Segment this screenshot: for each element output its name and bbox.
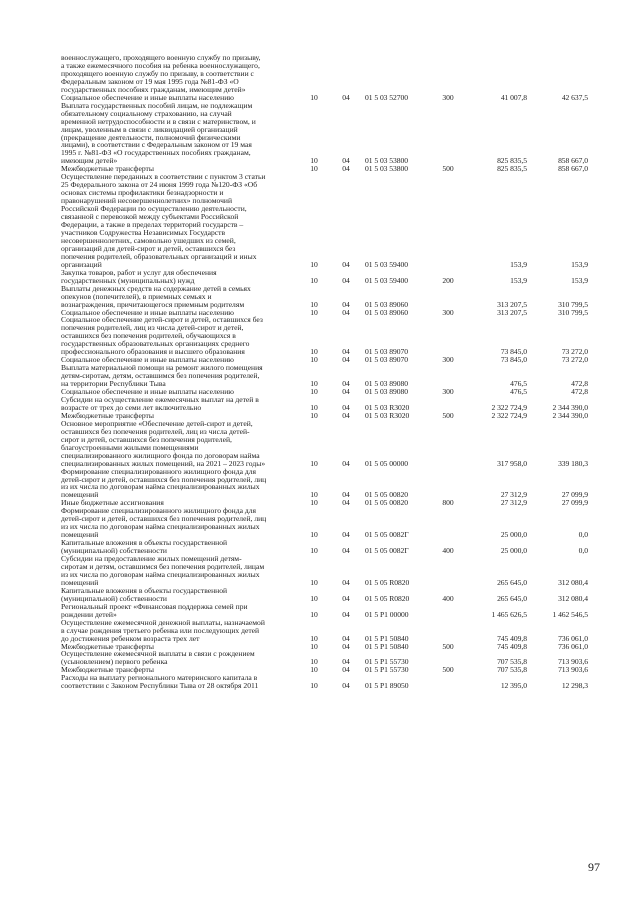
description-line: детей-сирот и детей, оставшихся без попечения родителей, лиц [61,474,267,484]
row-description [61,603,293,619]
target-article-code: 01 5 P1 50840 [365,641,409,651]
description-line: Капитальные вложения в объекты государственной [61,585,228,595]
description-line: Региональный проект «Финансовая поддержка семей при [61,601,248,611]
table-row [0,603,639,619]
subsection-code: 04 [342,458,350,468]
expense-type-code: 300 [442,92,454,102]
amount-year-1: 2 322 724,9 [491,410,527,420]
section-code: 10 [310,379,318,389]
description-line: 25 Федерального закона от 24 июня 1999 года №120-ФЗ «Об [61,180,258,190]
target-article-code: 01 5 03 52700 [365,92,409,102]
subsection-code: 04 [342,347,350,357]
target-article-code: 01 5 03 59400 [365,275,409,285]
subsection-code: 04 [342,164,350,174]
description-line: Расходы на выплату регионального материнского капитала в [61,673,258,683]
description-line: основах системы профилактики безнадзорности и [61,188,224,198]
table-row [0,54,639,94]
amount-year-1: 12 395,0 [500,681,527,691]
amount-year-2: 472,8 [571,387,588,397]
amount-year-2: 27 099,9 [561,498,588,508]
target-article-code: 01 5 05 00820 [365,498,409,508]
subsection-code: 04 [342,490,350,500]
description-line: попечения родителей, образовательных организаций и иных [61,251,257,261]
description-line: Субсидии на осуществление ежемесячных выплат на детей в [61,394,259,404]
expense-type-code: 800 [442,498,454,508]
description-line: участников Содружества Независимых Государств [61,227,226,237]
target-article-code: 01 5 05 R0820 [365,593,410,603]
subsection-code: 04 [342,156,350,166]
description-line: государственных пособиях гражданам, имеющим детей» [61,84,246,94]
table-row [0,102,639,166]
description-line: Выплата государственных пособий лицам, не подлежащим [61,100,253,110]
section-code: 10 [310,92,318,102]
amount-year-1: 25 000,0 [500,546,527,556]
table-row [0,269,639,285]
description-line: Осуществление ежемесячной денежной выплаты, назначаемой [61,617,265,627]
description-line: из их числа по договорам найма специализированных жилых [61,482,260,492]
description-line: Выплаты денежных средств на содержание детей в семьях [61,283,251,293]
expense-type-code: 400 [442,593,454,603]
description-line: профессионального образования и высшего образования [61,347,245,357]
table-row [0,619,639,643]
row-description [61,364,293,388]
amount-year-1: 153,9 [510,259,527,269]
amount-year-2: 73 272,0 [561,355,588,365]
section-code: 10 [310,402,318,412]
description-line: государственных образовательных организациях среднего [61,339,250,349]
amount-year-1: 825 835,5 [497,164,527,174]
description-line: попечения родителей, лиц из числа детей-сирот и детей, [61,323,244,333]
description-line: специализированных жилых помещений, на 2021 – 2023 годы» [61,458,266,468]
amount-year-1: 745 409,8 [497,641,527,651]
subsection-code: 04 [342,530,350,540]
amount-year-2: 858 667,0 [558,156,588,166]
amount-year-2: 310 799,5 [558,299,588,309]
amount-year-2: 2 344 390,0 [552,410,588,420]
section-code: 10 [310,641,318,651]
subsection-code: 04 [342,546,350,556]
table-row [0,396,639,412]
section-code: 10 [310,593,318,603]
description-line: Капитальные вложения в объекты государственной [61,538,228,548]
target-article-code: 01 5 03 89070 [365,347,409,357]
amount-year-1: 265 645,0 [497,577,527,587]
target-article-code: 01 5 05 0082Г [365,530,409,540]
section-code: 10 [310,530,318,540]
row-description [61,555,293,587]
amount-year-1: 476,5 [510,387,527,397]
description-line: Межбюджетные трансферты [61,410,154,420]
description-line: лицами), в соответствии с Федеральным законом от 19 мая [61,140,252,150]
amount-year-1: 707 535,8 [497,665,527,675]
table-row [0,539,639,555]
section-code: 10 [310,410,318,420]
table-row [0,587,639,603]
subsection-code: 04 [342,355,350,365]
description-line: лицам, уволенным в связи с ликвидацией организаций [61,124,238,134]
section-code: 10 [310,259,318,269]
amount-year-2: 312 080,4 [558,577,588,587]
target-article-code: 01 5 P1 55730 [365,665,409,675]
amount-year-2: 153,9 [571,275,588,285]
subsection-code: 04 [342,307,350,317]
amount-year-1: 153,9 [510,275,527,285]
description-line: детям-сиротам, детям, оставшимся без попечения родителей, [61,371,260,381]
amount-year-2: 0,0 [578,530,588,540]
subsection-code: 04 [342,665,350,675]
subsection-code: 04 [342,641,350,651]
section-code: 10 [310,164,318,174]
description-line: Социальное обеспечение и иные выплаты населению [61,355,234,365]
budget-table [0,54,639,690]
expense-type-code: 300 [442,307,454,317]
amount-year-2: 1 462 546,5 [552,609,588,619]
description-line: связанной с перевозкой между субъектами Российской [61,212,239,222]
description-line: помещений [61,490,99,500]
description-line: проходящего военную службу по призыву, в соответствии с [61,68,254,78]
expense-type-code: 500 [442,410,454,420]
description-line: опекунов (попечителей), в приемных семьях и [61,291,212,301]
subsection-code: 04 [342,259,350,269]
table-row [0,316,639,356]
table-row [0,468,639,500]
amount-year-2: 310 799,5 [558,307,588,317]
subsection-code: 04 [342,593,350,603]
description-line: из их числа по договорам найма специализированных жилых [61,522,260,532]
subsection-code: 04 [342,275,350,285]
subsection-code: 04 [342,299,350,309]
description-line: соответствии с Законом Республики Тыва от 28 октября 2011 [61,681,259,691]
amount-year-1: 313 207,5 [497,299,527,309]
table-row [0,420,639,468]
description-line: временной нетрудоспособности и в связи с материнством, и [61,116,256,126]
amount-year-1: 27 312,9 [500,498,527,508]
section-code: 10 [310,546,318,556]
section-code: 10 [310,657,318,667]
amount-year-2: 736 061,0 [558,641,588,651]
target-article-code: 01 5 05 00820 [365,490,409,500]
description-line: оставшихся без попечения родителей, лиц из числа детей- [61,426,250,436]
subsection-code: 04 [342,410,350,420]
amount-year-2: 73 272,0 [561,347,588,357]
description-line: из их числа по договорам найма специализированных жилых [61,569,260,579]
target-article-code: 01 5 03 53800 [365,164,409,174]
section-code: 10 [310,355,318,365]
target-article-code: 01 5 05 R0820 [365,577,410,587]
amount-year-1: 265 645,0 [497,593,527,603]
description-line: Социальное обеспечение и иные выплаты населению [61,92,234,102]
amount-year-1: 745 409,8 [497,633,527,643]
table-row [0,285,639,309]
description-line: оставшихся без попечения родителей, обучающихся в [61,331,236,341]
section-code: 10 [310,387,318,397]
target-article-code: 01 5 P1 50840 [365,633,409,643]
description-line: Формирование специализированного жилищного фонда для [61,466,257,476]
page-number: 97 [588,860,600,874]
amount-year-1: 25 000,0 [500,530,527,540]
target-article-code: 01 5 05 0082Г [365,546,409,556]
description-line: 1995 г. №81-ФЗ «О государственных пособиях гражданам, [61,148,251,158]
amount-year-1: 476,5 [510,379,527,389]
section-code: 10 [310,577,318,587]
description-line: (муниципальной) собственности [61,546,167,556]
table-row [0,173,639,268]
expense-type-code: 200 [442,275,454,285]
section-code: 10 [310,458,318,468]
description-line: до достижения ребенком возраста трех лет [61,633,200,643]
description-line: имеющим детей» [61,156,118,166]
amount-year-1: 73 845,0 [500,347,527,357]
amount-year-2: 0,0 [578,546,588,556]
description-line: на территории Республики Тыва [61,379,166,389]
description-line: (усыновлением) первого ребенка [61,657,168,667]
section-code: 10 [310,490,318,500]
description-line: Социальное обеспечение и иные выплаты населению [61,307,234,317]
amount-year-2: 858 667,0 [558,164,588,174]
expense-type-code: 500 [442,641,454,651]
target-article-code: 01 5 03 53800 [365,156,409,166]
target-article-code: 01 5 03 89060 [365,299,409,309]
row-description [61,619,293,643]
section-code: 10 [310,347,318,357]
row-description [61,539,293,555]
subsection-code: 04 [342,92,350,102]
target-article-code: 01 5 P1 89050 [365,681,409,691]
section-code: 10 [310,681,318,691]
expense-type-code: 300 [442,355,454,365]
description-line: Межбюджетные трансферты [61,641,154,651]
section-code: 10 [310,299,318,309]
description-line: Социальное обеспечение детей-сирот и детей, оставшихся без [61,315,263,325]
description-line: в случае рождения третьего ребенка или последующих детей [61,625,260,635]
expense-type-code: 400 [442,546,454,556]
description-line: вознаграждения, причитающегося приемным родителям [61,299,245,309]
subsection-code: 04 [342,657,350,667]
table-row [0,674,639,690]
amount-year-1: 27 312,9 [500,490,527,500]
section-code: 10 [310,156,318,166]
subsection-code: 04 [342,498,350,508]
description-line: помещений [61,577,99,587]
target-article-code: 01 5 03 R3020 [365,402,410,412]
description-line: несовершеннолетних, самовольно ушедших из семей, [61,235,236,245]
description-line: Федеральным законом от 19 мая 1995 года №81-ФЗ «О [61,76,239,86]
section-code: 10 [310,275,318,285]
amount-year-2: 472,8 [571,379,588,389]
amount-year-1: 1 465 626,5 [491,609,527,619]
row-description [61,650,293,666]
target-article-code: 01 5 P1 00000 [365,609,409,619]
section-code: 10 [310,633,318,643]
amount-year-1: 73 845,0 [500,355,527,365]
target-article-code: 01 5 03 89070 [365,355,409,365]
section-code: 10 [310,665,318,675]
table-row [0,555,639,587]
amount-year-2: 736 061,0 [558,633,588,643]
row-description [61,54,293,94]
description-line: Осуществление ежемесячной выплаты в связи с рождением [61,649,255,659]
subsection-code: 04 [342,402,350,412]
description-line: Закупка товаров, работ и услуг для обеспечения [61,267,217,277]
section-code: 10 [310,609,318,619]
table-row [0,364,639,388]
description-line: Социальное обеспечение и иные выплаты населению [61,387,234,397]
description-line: государственных (муниципальных) нужд [61,275,195,285]
row-description [61,269,293,285]
description-line: сиротам и детям, оставшимся без попечения родителей, лицам [61,562,265,571]
description-line: помещений [61,530,99,540]
table-row [0,650,639,666]
target-article-code: 01 5 03 59400 [365,259,409,269]
row-description [61,316,293,356]
description-line: Осуществление переданных в соответствии с пунктом 3 статьи [61,172,266,182]
description-line: Иные бюджетные ассигнования [61,498,164,508]
description-line: Выплата материальной помощи на ремонт жилого помещения [61,363,263,373]
description-line: Основное мероприятие «Обеспечение детей-сирот и детей, [61,418,253,428]
subsection-code: 04 [342,681,350,691]
target-article-code: 01 5 03 89060 [365,307,409,317]
table-row [0,507,639,539]
description-line: специализированного жилищного фонда по договорам найма [61,450,260,460]
target-article-code: 01 5 P1 55730 [365,657,409,667]
description-line: Российской Федерации по осуществлению деятельности, [61,204,247,214]
description-line: Субсидии на предоставление жилых помещений детям- [61,554,242,564]
section-code: 10 [310,498,318,508]
amount-year-2: 713 903,6 [558,665,588,675]
target-article-code: 01 5 03 89080 [365,379,409,389]
description-line: возрасте от трех до семи лет включительно [61,402,202,412]
subsection-code: 04 [342,609,350,619]
subsection-code: 04 [342,387,350,397]
target-article-code: 01 5 03 89080 [365,387,409,397]
amount-year-1: 313 207,5 [497,307,527,317]
description-line: Межбюджетные трансферты [61,665,154,675]
amount-year-2: 2 344 390,0 [552,402,588,412]
amount-year-2: 27 099,9 [561,490,588,500]
row-description [61,468,293,500]
description-line: рождении детей» [61,609,117,619]
amount-year-2: 12 298,3 [561,681,588,691]
subsection-code: 04 [342,633,350,643]
amount-year-2: 42 637,5 [561,92,588,102]
row-description [61,285,293,309]
row-description [61,587,293,603]
amount-year-2: 312 080,4 [558,593,588,603]
description-line: Формирование специализированного жилищного фонда для [61,506,257,516]
amount-year-2: 713 903,6 [558,657,588,667]
target-article-code: 01 5 03 R3020 [365,410,410,420]
description-line: сирот и детей, оставшихся без попечения родителей, [61,434,232,444]
description-line: Межбюджетные трансферты [61,164,154,174]
amount-year-1: 825 835,5 [497,156,527,166]
description-line: а также ежемесячного пособия на ребенка военнослужащего, [61,60,260,70]
row-description [61,102,293,166]
amount-year-1: 41 007,8 [500,92,527,102]
row-description [61,420,293,468]
description-line: детей-сирот и детей, оставшихся без попечения родителей, лиц [61,514,267,524]
amount-year-1: 317 958,0 [497,458,527,468]
description-line: организаций [61,259,102,269]
description-line: правонарушений несовершеннолетних» полномочий [61,196,233,206]
expense-type-code: 500 [442,164,454,174]
description-line: военнослужащего, проходящего военную службу по призыву, [61,53,261,62]
row-description [61,396,293,412]
description-line: (прекращение деятельности, полномочий физическими [61,132,241,142]
amount-year-2: 153,9 [571,259,588,269]
row-description [61,173,293,268]
row-description [61,507,293,539]
description-line: (муниципальной) собственности [61,593,167,603]
subsection-code: 04 [342,379,350,389]
section-code: 10 [310,307,318,317]
row-description [61,674,293,690]
description-line: обязательному социальному страхованию, на случай [61,108,232,118]
expense-type-code: 500 [442,665,454,675]
amount-year-1: 2 322 724,9 [491,402,527,412]
description-line: благоустроенными жилыми помещениями [61,442,199,452]
subsection-code: 04 [342,577,350,587]
amount-year-2: 339 180,3 [558,458,588,468]
description-line: Федерации, а также в пределах территорий государств – [61,220,244,230]
target-article-code: 01 5 05 00000 [365,458,409,468]
amount-year-1: 707 535,8 [497,657,527,667]
description-line: организаций для детей-сирот и детей, оставшихся без [61,243,236,253]
expense-type-code: 300 [442,387,454,397]
